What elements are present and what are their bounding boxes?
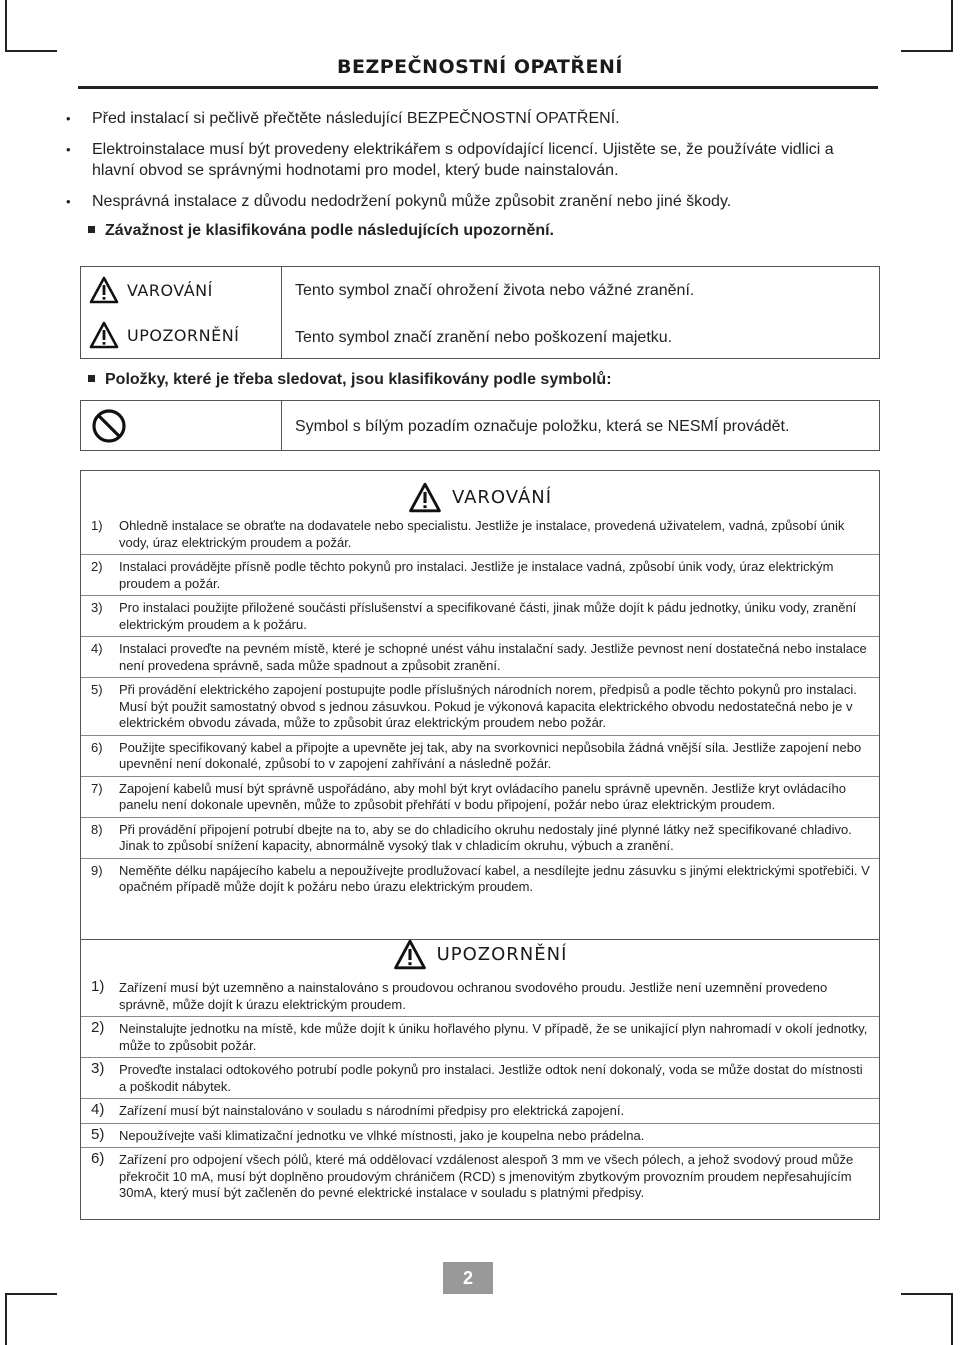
caution-triangle-icon [89,321,119,349]
intro-bullet: • Nesprávná instalace z důvodu nedodržení pokynů může způsobit zranění nebo jiné škody. [62,191,862,212]
caution-box-header [81,934,879,974]
caution-item-list [81,980,879,1202]
page-number: 2 [443,1262,493,1294]
crop-mark [5,1293,57,1295]
crop-mark [5,50,57,52]
square-bullet-icon [88,226,95,233]
warning-box-title: VAROVÁNÍ [451,486,553,508]
warning-box-header [81,479,879,515]
title-underline [78,86,878,89]
warning-box [80,470,880,940]
symbol-table [80,400,880,451]
caution-triangle-icon [393,939,427,970]
caution-box [80,930,880,1220]
warning-item: 1) Ohledně instalace se obraťte na dodavatele nebo specialistu. Jestliže je instalace, provedená uživatelem, vadná, způsobí únik vody, úraz elektrickým proudem a požár. [91,518,845,550]
warning-row [81,270,213,310]
warning-item: 4) Instalaci proveďte na pevném místě, které je schopné unést váhu instalační sady. Jestliže pevnost není dostatečná nebo instalace není provedena správně, sada může spadnout a způsobit zranění. [91,641,867,673]
intro-bullet: • Elektroinstalace musí být provedeny elektrikářem s odpovídající licencí. Ujistěte se, že používáte vidlici a hlavní obvod se správnými hodnotami pro model, který bude nainstalován. [62,139,862,181]
warning-triangle-icon [89,276,119,304]
symbol-description: Symbol s bílým pozadím označuje položku, která se NESMÍ provádět. [295,418,790,435]
warning-item: 2) Instalaci provádějte přísně podle těchto pokynů pro instalaci. Jestliže je instalace vadná, způsobí únik vody, úraz elektrickým proudem a požár. [91,559,834,591]
crop-mark [5,1293,7,1345]
caution-item: 4) Zařízení musí být nainstalováno v souladu s národními předpisy pro elektrická zapojení. [91,1101,625,1118]
caution-row [81,315,239,355]
caution-item: 6) Zařízení pro odpojení všech pólů, které má oddělovací vzdálenost alespoň 3 mm ve všech pólech, a jehož svodový proud může překročit 10 mA, musí být doplněno proudovým chráničem (RCD) s jmenovitým zbytkovým provozním proudem nepřesahujícím 30mA, který musí být začleněn do pevné elektrické instalace v souladu s platnými předpisy. [91,1150,854,1200]
symbols-heading: Položky, které je třeba sledovat, jsou klasifikovány podle symbolů: [88,371,612,389]
intro-bullet: • Před instalací si pečlivě přečtěte následující BEZPEČNOSTNÍ OPATŘENÍ. [62,108,862,129]
severity-heading: Závažnost je klasifikována podle následujících upozornění. [88,222,554,240]
warning-item: 9) Neměňte délku napájecího kabelu a nepoužívejte prodlužovací kabel, a nesdílejte jednu zásuvku s jinými elektrickými spotřebiči. V opačném případě může dojít k požáru nebo úrazu elektrickým proudem. [91,862,870,894]
caution-description: Tento symbol značí zranění nebo poškození majetku. [295,329,673,346]
warning-description: Tento symbol značí ohrožení života nebo vážné zranění. [295,282,695,299]
caution-label: UPOZORNĚNÍ [127,325,240,345]
severity-table [80,266,880,359]
caution-item: 2) Neinstalujte jednotku na místě, kde může dojít k úniku hořlavého plynu. V případě, že se unikající plyn nahromadí v okolí jednotky, může to způsobit požár. [91,1019,868,1053]
crop-mark [951,1293,953,1345]
crop-mark [951,0,953,52]
square-bullet-icon [88,375,95,382]
warning-triangle-icon [408,482,442,513]
crop-mark [901,1293,953,1295]
warning-label: VAROVÁNÍ [127,280,213,300]
warning-item: 6) Použijte specifikovaný kabel a připojte a upevněte jej tak, aby na svorkovnici nepůsobila žádná vnější síla. Jestliže zapojení nebo upevnění není dokonalé, způsobí to v zapojení zahřívání a následně požár. [91,739,862,771]
warning-item: 5) Při provádění elektrického zapojení postupujte podle příslušných národních norem, předpisů a podle těchto pokynů pro instalaci. Musí být použit samostatný obvod s jednou zásuvkou. Pokud je výkonová kapacita elektrického obvodu nedostatečná nebo je v elektrickém obvodu závada, může to způsobit úraz elektrickým proudem nebo požár. [91,682,857,730]
prohibition-icon [91,408,127,444]
caution-box-title: UPOZORNĚNÍ [436,943,568,965]
warning-item: 7) Zapojení kabelů musí být správně uspořádáno, aby mohl být kryt ovládacího panelu správně upevněn. Jestliže kryt ovládacího panelu není dokonale upevněn, může to způsobit přehřátí v bodu připojení, požár nebo úraz elektrickým proudem. [91,780,846,812]
caution-item: 1) Zařízení musí být uzemněno a nainstalováno s proudovou ochranou svodového proudu. Jestliže není uzemnění provedeno správně, může dojít k úrazu elektrickým proudem. [91,978,828,1012]
page-title: BEZPEČNOSTNÍ OPATŘENÍ [337,56,623,78]
caution-item: 3) Proveďte instalaci odtokového potrubí podle pokynů pro instalaci. Jestliže odtok není dokonalý, voda se může dostat do místnosti a poškodit nábytek. [91,1060,863,1094]
warning-item: 8) Při provádění připojení potrubí dbejte na to, aby se do chladicího okruhu nedostaly jiné plynné látky než specifikované chladivo. Jinak to způsobí snížení kapacity, abnormálně vysoký tlak v chladicím okruhu, výbuch a zranění. [91,821,852,853]
crop-mark [901,50,953,52]
warning-item-list [81,518,879,896]
caution-item: 5) Nepoužívejte vaši klimatizační jednotku ve vlhké místnosti, jako je koupelna nebo prádelna. [91,1125,645,1143]
warning-item: 3) Pro instalaci použijte přiložené součásti příslušenství a specifikované části, jinak může dojít k pádu jednotky, úniku vody, zranění elektrickým proudem a k požáru. [91,600,857,632]
intro-bullet-list [62,108,862,222]
crop-mark [5,0,7,52]
